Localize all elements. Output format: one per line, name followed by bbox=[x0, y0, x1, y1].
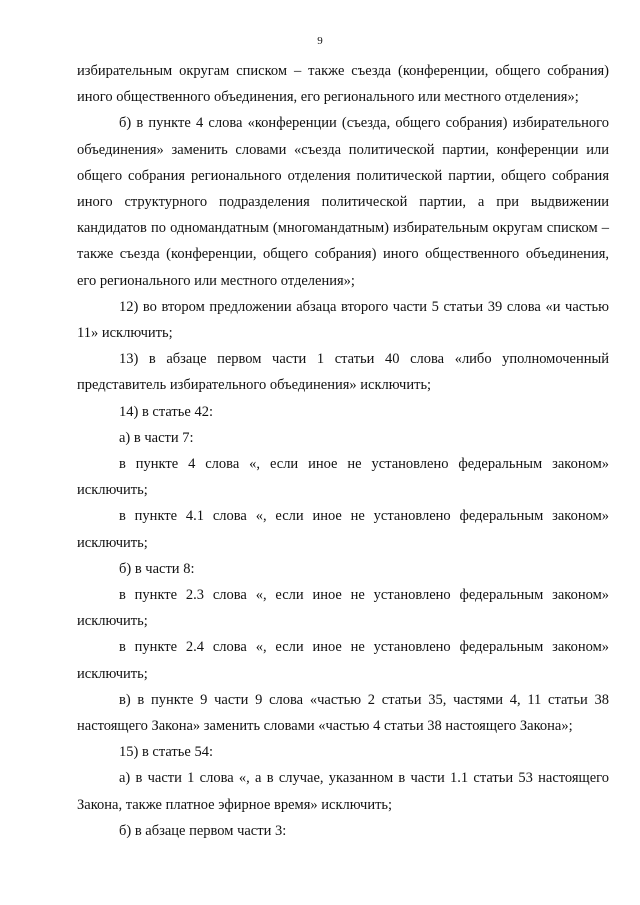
paragraph-item-15: 15) в статье 54: bbox=[119, 744, 213, 761]
paragraph-item-14-v: в) в пункте 9 части 9 слова «частью 2 статьи 35, частями 4, 11 статьи 38 настоящего Закона» заменить словами «частью 4 статьи 38 настоящего Закона»; bbox=[77, 691, 609, 735]
paragraph-item-14-b: б) в части 8: bbox=[119, 560, 195, 577]
document-body bbox=[77, 58, 609, 844]
paragraph-point-2-4: в пункте 2.4 слова «, если иное не установлено федеральным законом» исключить; bbox=[77, 639, 609, 682]
paragraph-item-b-point-4: б) в пункте 4 слова «конференции (съезда, общего собрания) избирательного объединения» заменить словами «съезда политической партии, конференции или общего собрания регионального отделения политической партии, общего собрания иного структурного подразделения политической партии, а при выдвижении кандидатов по одномандатным (многомандатным) избирательным округам списком – также съезда (конференции, общего собрания) иного общественного объединения, его регионального или местного отделения»; bbox=[77, 115, 609, 289]
paragraph-item-15-b: б) в абзаце первом части 3: bbox=[119, 822, 287, 839]
paragraph-point-2-3: в пункте 2.3 слова «, если иное не установлено федеральным законом» исключить; bbox=[77, 587, 609, 630]
paragraph-item-14: 14) в статье 42: bbox=[119, 403, 213, 420]
paragraph-continuation: избирательным округам списком – также съезда (конференции, общего собрания) иного общественного объединения, его регионального или местного отделения»; bbox=[77, 63, 609, 106]
paragraph-item-12: 12) во втором предложении абзаца второго части 5 статьи 39 слова «и частью 11» исключить; bbox=[77, 298, 609, 342]
paragraph-item-15-a: а) в части 1 слова «, а в случае, указанном в части 1.1 статьи 53 настоящего Закона, также платное эфирное время» исключить; bbox=[77, 770, 609, 813]
paragraph-item-13: 13) в абзаце первом части 1 статьи 40 слова «либо уполномоченный представитель избирательного объединения» исключить; bbox=[77, 351, 609, 394]
paragraph-item-14-a: а) в части 7: bbox=[119, 429, 194, 446]
paragraph-point-4-1: в пункте 4.1 слова «, если иное не установлено федеральным законом» исключить; bbox=[77, 508, 609, 551]
paragraph-point-4: в пункте 4 слова «, если иное не установлено федеральным законом» исключить; bbox=[77, 456, 609, 499]
page-number: 9 bbox=[317, 35, 323, 47]
